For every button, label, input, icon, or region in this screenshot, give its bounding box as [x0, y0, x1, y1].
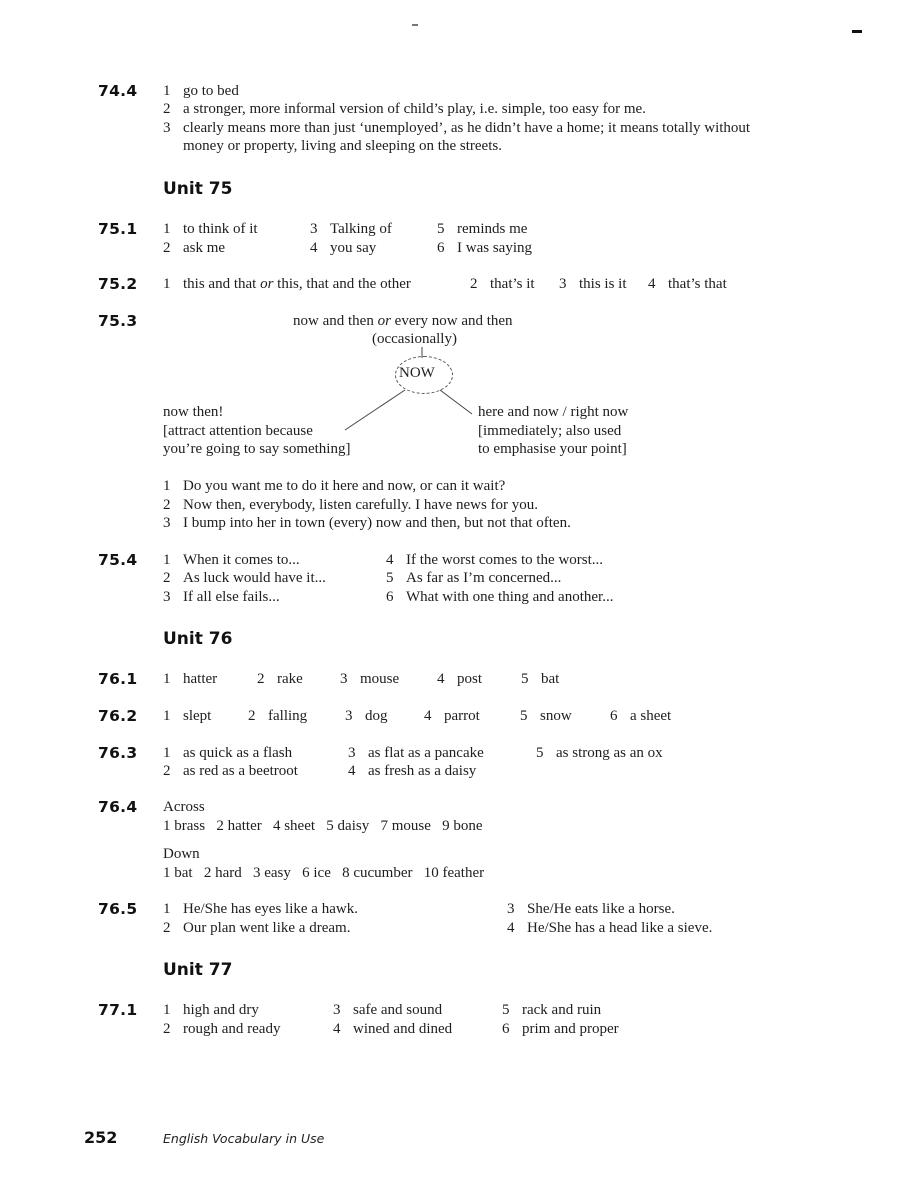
answer-76-2-6: 6 a sheet — [610, 708, 672, 724]
answer-76-2-4: 4 parrot — [424, 708, 480, 724]
exercise-75-2-label: 75.2 — [98, 275, 138, 293]
answer-75-4-4: 4 If the worst comes to the worst... — [386, 552, 604, 568]
unit-75-heading: Unit 75 — [163, 179, 233, 199]
unit-77-heading: Unit 77 — [163, 960, 233, 980]
answer-75-1-4: 4 you say — [310, 240, 377, 256]
answer-76-1-3: 3 mouse — [340, 671, 400, 687]
exercise-75-4-label: 75.4 — [98, 551, 138, 569]
answer-76-3-4: 4 as fresh as a daisy — [348, 763, 477, 779]
answer-76-3-3: 3 as flat as a pancake — [348, 745, 484, 761]
answer-75-4-2: 2 As luck would have it... — [163, 570, 326, 586]
answer-76-1-1: 1 hatter — [163, 671, 218, 687]
answer-76-5-3: 3 She/He eats like a horse. — [507, 901, 675, 917]
diagram-top-note: (occasionally) — [372, 331, 457, 347]
answer-75-4-5: 5 As far as I’m concerned... — [386, 570, 562, 586]
answer-75-3-3: 3 I bump into her in town (every) now and then, but not that often. — [163, 515, 571, 531]
exercise-76-1-label: 76.1 — [98, 670, 138, 688]
book-title: English Vocabulary in Use — [163, 1131, 325, 1146]
exercise-75-3-label: 75.3 — [98, 312, 138, 330]
answer-77-1-1: 1 high and dry — [163, 1002, 259, 1018]
answer-76-3-2: 2 as red as a beetroot — [163, 763, 298, 779]
answer-75-1-3: 3 Talking of — [310, 221, 392, 237]
exercise-76-4-label: 76.4 — [98, 798, 138, 816]
answer-75-2-3: 3 this is it — [559, 276, 627, 292]
unit-76-heading: Unit 76 — [163, 629, 233, 649]
answer-76-2-3: 3 dog — [345, 708, 388, 724]
answer-74-4-3: 3 clearly means more than just ‘unemployed’, as he didn’t have a home; it means totally without — [163, 120, 751, 136]
answer-76-2-1: 1 slept — [163, 708, 212, 724]
diagram-left-3: you’re going to say something] — [163, 441, 351, 457]
diagram-right-2: [immediately; also used — [478, 423, 622, 439]
exercise-77-1-label: 77.1 — [98, 1001, 138, 1019]
answer-75-1-6: 6 I was saying — [437, 240, 532, 256]
answer-74-4-3-cont: money or property, living and sleeping on the streets. — [183, 138, 502, 154]
crossword-across-answers: 1 brass 2 hatter 4 sheet 5 daisy 7 mouse 9 bone — [163, 818, 483, 834]
answer-76-3-5: 5 as strong as an ox — [536, 745, 663, 761]
diagram-right-1: here and now / right now — [478, 404, 629, 420]
answer-76-1-2: 2 rake — [257, 671, 303, 687]
answer-75-4-1: 1 When it comes to... — [163, 552, 300, 568]
crossword-down-answers: 1 bat 2 hard 3 easy 6 ice 8 cucumber 10 feather — [163, 865, 485, 881]
answer-77-1-4: 4 wined and dined — [333, 1021, 453, 1037]
answer-77-1-5: 5 rack and ruin — [502, 1002, 602, 1018]
answer-74-4-1: 1 go to bed — [163, 83, 239, 99]
answer-76-5-4: 4 He/She has a head like a sieve. — [507, 920, 713, 936]
crossword-across-label: Across — [163, 799, 205, 815]
answer-75-2-4: 4 that’s that — [648, 276, 727, 292]
answer-75-2-2: 2 that’s it — [470, 276, 535, 292]
answer-75-4-6: 6 What with one thing and another... — [386, 589, 614, 605]
crossword-down-label: Down — [163, 846, 200, 862]
answer-74-4-2: 2 a stronger, more informal version of child’s play, i.e. simple, too easy for me. — [163, 101, 646, 117]
page-number: 252 — [84, 1128, 118, 1147]
answer-77-1-6: 6 prim and proper — [502, 1021, 619, 1037]
answer-75-2-1: 1 this and that or this, that and the other — [163, 276, 411, 292]
exercise-76-2-label: 76.2 — [98, 707, 138, 725]
answer-76-5-1: 1 He/She has eyes like a hawk. — [163, 901, 358, 917]
diagram-left-2: [attract attention because — [163, 423, 313, 439]
answer-75-1-2: 2 ask me — [163, 240, 226, 256]
answer-76-5-2: 2 Our plan went like a dream. — [163, 920, 351, 936]
exercise-76-3-label: 76.3 — [98, 744, 138, 762]
exercise-76-5-label: 76.5 — [98, 900, 138, 918]
diagram-top-label: now and then or every now and then — [293, 313, 513, 329]
answer-77-1-3: 3 safe and sound — [333, 1002, 443, 1018]
answer-75-1-1: 1 to think of it — [163, 221, 258, 237]
answer-77-1-2: 2 rough and ready — [163, 1021, 281, 1037]
answer-76-1-5: 5 bat — [521, 671, 560, 687]
diagram-center-word: NOW — [399, 365, 435, 381]
answer-76-3-1: 1 as quick as a flash — [163, 745, 293, 761]
exercise-75-1-label: 75.1 — [98, 220, 138, 238]
answer-76-2-2: 2 falling — [248, 708, 308, 724]
diagram-left-1: now then! — [163, 404, 224, 420]
answer-76-2-5: 5 snow — [520, 708, 572, 724]
diagram-right-3: to emphasise your point] — [478, 441, 627, 457]
connector-right — [440, 390, 472, 414]
answer-75-3-2: 2 Now then, everybody, listen carefully. I have news for you. — [163, 497, 539, 513]
answer-76-1-4: 4 post — [437, 671, 483, 687]
exercise-74-4-label: 74.4 — [98, 82, 138, 100]
connector-left — [345, 390, 405, 430]
answer-75-4-3: 3 If all else fails... — [163, 589, 280, 605]
answer-75-3-1: 1 Do you want me to do it here and now, or can it wait? — [163, 478, 506, 494]
answer-75-1-5: 5 reminds me — [437, 221, 528, 237]
